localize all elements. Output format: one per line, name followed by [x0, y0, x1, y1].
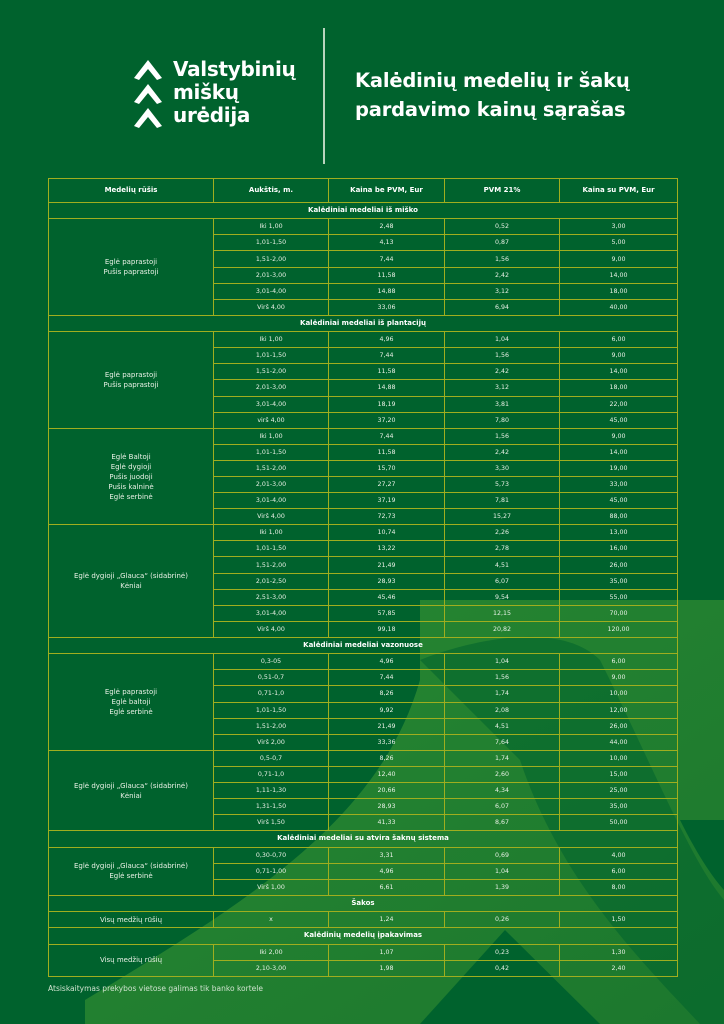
price-no-vat-cell: 28,93 [329, 573, 445, 589]
height-cell: Virš 1,00 [214, 879, 329, 895]
species-name: Eglė paprastoji [104, 258, 158, 267]
species-name: Eglė dygioji „Glauca“ (sidabrinė) [74, 781, 188, 790]
vat-cell: 2,60 [445, 766, 560, 782]
height-cell: Iki 1,00 [214, 219, 329, 235]
price-with-vat-cell: 40,00 [560, 299, 678, 315]
species-name: Eglė serbinė [109, 708, 153, 717]
price-no-vat-cell: 21,49 [329, 557, 445, 573]
species-cell [49, 912, 214, 928]
species-name: Pušis kalninė [108, 482, 154, 491]
price-with-vat-cell: 120,00 [560, 621, 678, 637]
height-cell: 2,01-3,00 [214, 477, 329, 493]
price-no-vat-cell: 11,58 [329, 364, 445, 380]
vat-cell: 12,15 [445, 605, 560, 621]
price-no-vat-cell: 72,73 [329, 509, 445, 525]
table-row [49, 219, 678, 235]
species-name: Pušis paprastoji [103, 380, 159, 389]
vat-cell: 3,12 [445, 283, 560, 299]
height-cell: 0,71-1,0 [214, 686, 329, 702]
price-with-vat-cell: 9,00 [560, 348, 678, 364]
height-cell: 1,51-2,00 [214, 460, 329, 476]
vat-cell: 5,73 [445, 477, 560, 493]
vat-cell: 0,52 [445, 219, 560, 235]
price-with-vat-cell: 26,00 [560, 557, 678, 573]
table-row [49, 654, 678, 670]
section-title: Kalėdiniai medeliai vazonuose [49, 637, 678, 653]
price-with-vat-cell: 15,00 [560, 766, 678, 782]
vat-cell: 3,30 [445, 460, 560, 476]
price-no-vat-cell: 99,18 [329, 621, 445, 637]
price-with-vat-cell: 13,00 [560, 525, 678, 541]
height-cell: Virš 4,00 [214, 621, 329, 637]
species-name: Pušis paprastoji [103, 268, 159, 277]
stacked-chevron-tree-icon [131, 58, 165, 132]
vat-cell: 4,51 [445, 718, 560, 734]
vat-cell: 15,27 [445, 509, 560, 525]
height-cell: 0,51-0,7 [214, 670, 329, 686]
height-cell: 1,11-1,30 [214, 782, 329, 798]
vat-cell: 2,42 [445, 267, 560, 283]
price-with-vat-cell: 3,00 [560, 219, 678, 235]
height-cell: 2,01-2,50 [214, 573, 329, 589]
header-height: Aukštis, m. [214, 179, 329, 203]
price-with-vat-cell: 19,00 [560, 460, 678, 476]
price-with-vat-cell: 12,00 [560, 702, 678, 718]
section-header-row [49, 928, 678, 944]
vat-cell: 4,34 [445, 782, 560, 798]
price-with-vat-cell: 14,00 [560, 267, 678, 283]
price-with-vat-cell: 14,00 [560, 444, 678, 460]
price-with-vat-cell: 18,00 [560, 380, 678, 396]
vat-cell: 4,51 [445, 557, 560, 573]
price-with-vat-cell: 25,00 [560, 782, 678, 798]
price-no-vat-cell: 7,44 [329, 251, 445, 267]
vat-cell: 0,23 [445, 944, 560, 960]
price-with-vat-cell: 9,00 [560, 428, 678, 444]
species-name: Eglė serbinė [109, 492, 153, 501]
price-no-vat-cell: 20,66 [329, 782, 445, 798]
height-cell: 0,5-0,7 [214, 750, 329, 766]
vat-cell: 6,07 [445, 799, 560, 815]
height-cell: 2,01-3,00 [214, 380, 329, 396]
price-with-vat-cell: 9,00 [560, 670, 678, 686]
species-name: Eglė dygioji [110, 462, 152, 471]
vat-cell: 0,87 [445, 235, 560, 251]
price-with-vat-cell: 9,00 [560, 251, 678, 267]
height-cell: 2,51-3,00 [214, 589, 329, 605]
price-with-vat-cell: 8,00 [560, 879, 678, 895]
section-title: Kalėdiniai medeliai iš plantacijų [49, 315, 678, 331]
species-cell [49, 944, 214, 976]
brand-line-3: urėdija [173, 103, 251, 127]
price-with-vat-cell: 55,00 [560, 589, 678, 605]
table-header-row [49, 179, 678, 203]
height-cell: 1,51-2,00 [214, 364, 329, 380]
price-with-vat-cell: 35,00 [560, 799, 678, 815]
section-header-row [49, 831, 678, 847]
price-list-table [48, 178, 678, 977]
price-with-vat-cell: 14,00 [560, 364, 678, 380]
vat-cell: 9,54 [445, 589, 560, 605]
price-no-vat-cell: 1,98 [329, 960, 445, 976]
price-with-vat-cell: 5,00 [560, 235, 678, 251]
price-no-vat-cell: 37,20 [329, 412, 445, 428]
vat-cell: 2,08 [445, 702, 560, 718]
price-no-vat-cell: 10,74 [329, 525, 445, 541]
height-cell: Iki 1,00 [214, 525, 329, 541]
species-name: Eglė paprastoji [104, 370, 158, 379]
price-no-vat-cell: 4,96 [329, 332, 445, 348]
price-no-vat-cell: 8,26 [329, 750, 445, 766]
price-with-vat-cell: 50,00 [560, 815, 678, 831]
price-with-vat-cell: 16,00 [560, 541, 678, 557]
price-no-vat-cell: 11,58 [329, 267, 445, 283]
vat-cell: 1,74 [445, 686, 560, 702]
table-row [49, 332, 678, 348]
table-row [49, 944, 678, 960]
price-no-vat-cell: 28,93 [329, 799, 445, 815]
price-no-vat-cell: 14,88 [329, 283, 445, 299]
table-row [49, 750, 678, 766]
vat-cell: 6,94 [445, 299, 560, 315]
price-with-vat-cell: 6,00 [560, 654, 678, 670]
vat-cell: 20,82 [445, 621, 560, 637]
species-name: Visų medžių rūšių [99, 915, 163, 924]
vat-cell: 1,56 [445, 428, 560, 444]
price-no-vat-cell: 27,27 [329, 477, 445, 493]
price-with-vat-cell: 4,00 [560, 847, 678, 863]
table-row [49, 428, 678, 444]
table-row [49, 525, 678, 541]
price-no-vat-cell: 13,22 [329, 541, 445, 557]
species-name: Eglė dygioji „Glauca“ (sidabrinė) [74, 572, 188, 581]
payment-note: Atsiskaitymas prekybos vietose galimas tik banko kortele [48, 984, 263, 993]
page-title [355, 66, 630, 124]
header-vat: PVM 21% [445, 179, 560, 203]
price-no-vat-cell: 2,48 [329, 219, 445, 235]
vat-cell: 1,39 [445, 879, 560, 895]
price-no-vat-cell: 14,88 [329, 380, 445, 396]
vat-cell: 6,07 [445, 573, 560, 589]
title-line-1: Kalėdinių medelių ir šakų [355, 69, 630, 92]
price-with-vat-cell: 45,00 [560, 493, 678, 509]
height-cell: 0,71-1,00 [214, 863, 329, 879]
price-no-vat-cell: 21,49 [329, 718, 445, 734]
price-with-vat-cell: 88,00 [560, 509, 678, 525]
vat-cell: 7,80 [445, 412, 560, 428]
price-no-vat-cell: 7,44 [329, 428, 445, 444]
species-name: Kėniai [120, 791, 142, 800]
species-cell [49, 847, 214, 895]
price-no-vat-cell: 9,92 [329, 702, 445, 718]
height-cell: 0,71-1,0 [214, 766, 329, 782]
price-with-vat-cell: 1,30 [560, 944, 678, 960]
vat-cell: 2,42 [445, 364, 560, 380]
height-cell: 0,3-05 [214, 654, 329, 670]
height-cell: Virš 4,00 [214, 299, 329, 315]
species-cell [49, 332, 214, 429]
vat-cell: 2,42 [445, 444, 560, 460]
price-with-vat-cell: 6,00 [560, 863, 678, 879]
section-title: Kalėdinių medelių įpakavimas [49, 928, 678, 944]
height-cell: Virš 4,00 [214, 509, 329, 525]
section-header-row [49, 895, 678, 911]
price-with-vat-cell: 22,00 [560, 396, 678, 412]
price-no-vat-cell: 6,61 [329, 879, 445, 895]
species-name: Eglė paprastoji [104, 688, 158, 697]
price-no-vat-cell: 4,13 [329, 235, 445, 251]
price-no-vat-cell: 7,44 [329, 670, 445, 686]
species-name: Eglė baltoji [111, 698, 151, 707]
price-no-vat-cell: 1,07 [329, 944, 445, 960]
height-cell: x [214, 912, 329, 928]
price-no-vat-cell: 1,24 [329, 912, 445, 928]
species-cell [49, 525, 214, 638]
species-cell [49, 654, 214, 751]
species-cell [49, 219, 214, 316]
species-name: Visų medžių rūšių [99, 956, 163, 965]
species-cell [49, 428, 214, 525]
brand-line-1: Valstybinių [173, 57, 296, 81]
height-cell: 1,31-1,50 [214, 799, 329, 815]
price-with-vat-cell: 70,00 [560, 605, 678, 621]
height-cell: 0,30-0,70 [214, 847, 329, 863]
brand-line-2: miškų [173, 80, 239, 104]
header-divider [323, 28, 325, 164]
price-with-vat-cell: 44,00 [560, 734, 678, 750]
brand-logo [131, 57, 296, 138]
price-with-vat-cell: 2,40 [560, 960, 678, 976]
vat-cell: 1,74 [445, 750, 560, 766]
price-no-vat-cell: 4,96 [329, 654, 445, 670]
height-cell: 1,01-1,50 [214, 541, 329, 557]
price-with-vat-cell: 6,00 [560, 332, 678, 348]
height-cell: 3,01-4,00 [214, 605, 329, 621]
price-with-vat-cell: 45,00 [560, 412, 678, 428]
price-no-vat-cell: 33,06 [329, 299, 445, 315]
species-name: Eglė dygioji „Glauca“ (sidabrinė) [74, 862, 188, 871]
section-title: Kalėdiniai medeliai iš miško [49, 203, 678, 219]
height-cell: 2,10-3,00 [214, 960, 329, 976]
price-with-vat-cell: 33,00 [560, 477, 678, 493]
vat-cell: 3,12 [445, 380, 560, 396]
table-row [49, 847, 678, 863]
height-cell: 1,51-2,00 [214, 557, 329, 573]
price-no-vat-cell: 7,44 [329, 348, 445, 364]
price-no-vat-cell: 18,19 [329, 396, 445, 412]
height-cell: Iki 1,00 [214, 428, 329, 444]
height-cell: 1,01-1,50 [214, 444, 329, 460]
section-header-row [49, 637, 678, 653]
header-species: Medelių rūšis [49, 179, 214, 203]
price-no-vat-cell: 8,26 [329, 686, 445, 702]
price-no-vat-cell: 45,46 [329, 589, 445, 605]
price-with-vat-cell: 18,00 [560, 283, 678, 299]
vat-cell: 8,67 [445, 815, 560, 831]
section-title: Šakos [49, 895, 678, 911]
price-with-vat-cell: 10,00 [560, 686, 678, 702]
height-cell: 1,01-1,50 [214, 702, 329, 718]
species-cell [49, 750, 214, 830]
vat-cell: 0,26 [445, 912, 560, 928]
vat-cell: 1,04 [445, 863, 560, 879]
vat-cell: 1,56 [445, 670, 560, 686]
height-cell: 3,01-4,00 [214, 493, 329, 509]
height-cell: 1,01-1,50 [214, 348, 329, 364]
vat-cell: 2,26 [445, 525, 560, 541]
vat-cell: 3,81 [445, 396, 560, 412]
price-no-vat-cell: 4,96 [329, 863, 445, 879]
page-header [0, 0, 724, 175]
height-cell: Virš 2,00 [214, 734, 329, 750]
table-row [49, 912, 678, 928]
vat-cell: 1,04 [445, 332, 560, 348]
species-name: Kėniai [120, 582, 142, 591]
vat-cell: 1,04 [445, 654, 560, 670]
price-with-vat-cell: 1,50 [560, 912, 678, 928]
height-cell: 3,01-4,00 [214, 396, 329, 412]
price-no-vat-cell: 15,70 [329, 460, 445, 476]
header-price-no-vat: Kaina be PVM, Eur [329, 179, 445, 203]
height-cell: 1,51-2,00 [214, 251, 329, 267]
height-cell: Virš 1,50 [214, 815, 329, 831]
height-cell: Iki 1,00 [214, 332, 329, 348]
price-no-vat-cell: 41,33 [329, 815, 445, 831]
price-no-vat-cell: 12,40 [329, 766, 445, 782]
height-cell: 2,01-3,00 [214, 267, 329, 283]
section-header-row [49, 203, 678, 219]
brand-name [173, 58, 295, 127]
height-cell: 1,51-2,00 [214, 718, 329, 734]
table-body [49, 203, 678, 977]
height-cell: 1,01-1,50 [214, 235, 329, 251]
vat-cell: 0,42 [445, 960, 560, 976]
species-name: Eglė Baltoji [111, 452, 151, 461]
species-name: Eglė serbinė [109, 872, 153, 881]
vat-cell: 2,78 [445, 541, 560, 557]
species-name: Pušis juodoji [109, 472, 153, 481]
vat-cell: 7,81 [445, 493, 560, 509]
price-no-vat-cell: 57,85 [329, 605, 445, 621]
title-line-2: pardavimo kainų sąrašas [355, 98, 626, 121]
header-price-with-vat: Kaina su PVM, Eur [560, 179, 678, 203]
vat-cell: 7,64 [445, 734, 560, 750]
price-no-vat-cell: 11,58 [329, 444, 445, 460]
price-no-vat-cell: 33,36 [329, 734, 445, 750]
section-title: Kalėdiniai medeliai su atvira šaknų sistema [49, 831, 678, 847]
height-cell: Iki 2,00 [214, 944, 329, 960]
price-with-vat-cell: 35,00 [560, 573, 678, 589]
section-header-row [49, 315, 678, 331]
height-cell: virš 4,00 [214, 412, 329, 428]
price-no-vat-cell: 3,31 [329, 847, 445, 863]
price-with-vat-cell: 26,00 [560, 718, 678, 734]
vat-cell: 1,56 [445, 348, 560, 364]
price-with-vat-cell: 10,00 [560, 750, 678, 766]
vat-cell: 1,56 [445, 251, 560, 267]
height-cell: 3,01-4,00 [214, 283, 329, 299]
price-no-vat-cell: 37,19 [329, 493, 445, 509]
vat-cell: 0,69 [445, 847, 560, 863]
